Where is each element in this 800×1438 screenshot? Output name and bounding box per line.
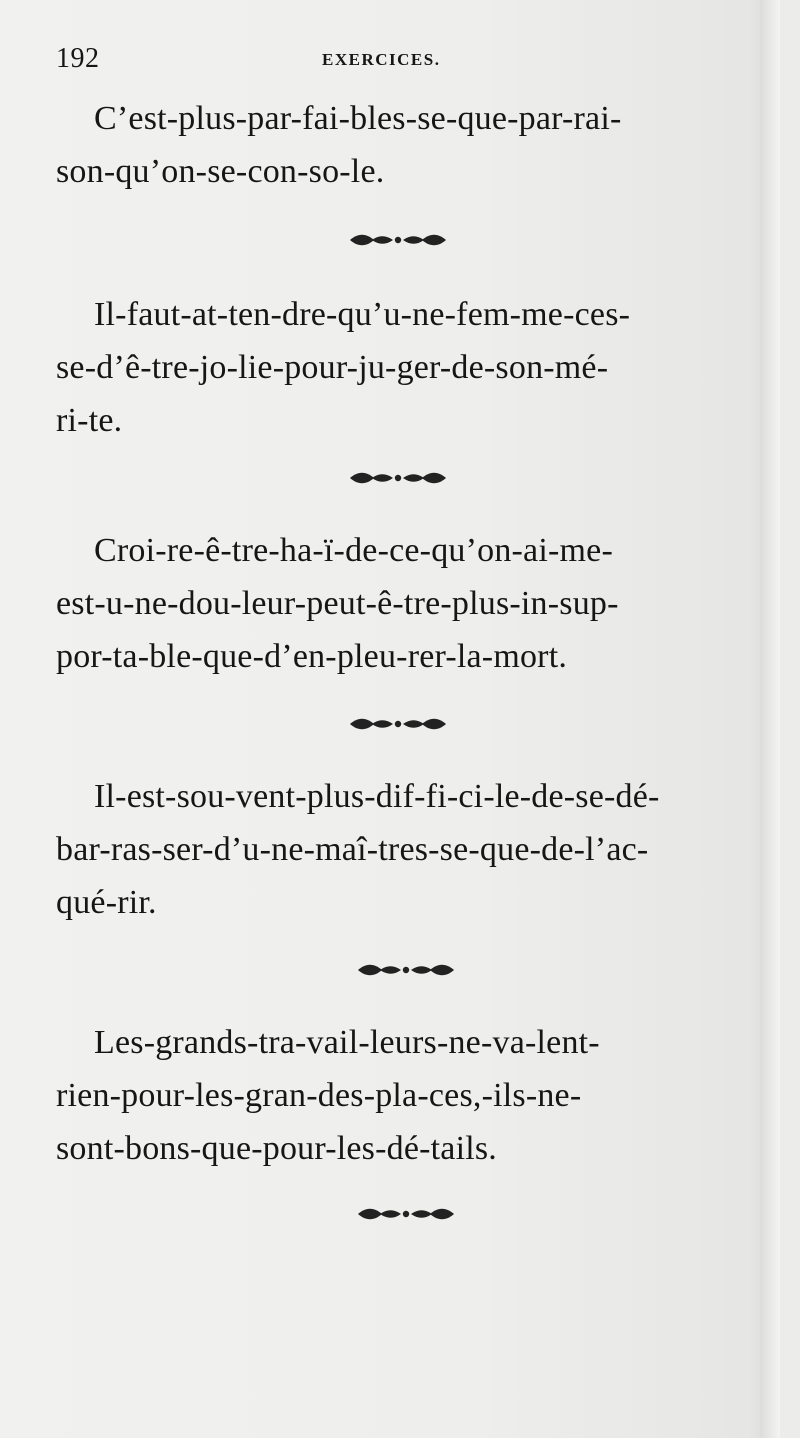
- maxim-paragraph: [56, 1016, 756, 1175]
- maxim-paragraph: [56, 524, 756, 683]
- running-title: EXERCICES.: [322, 50, 441, 69]
- maxim-line: por-ta-ble-que-d’en-pleu-rer-la-mort.: [56, 638, 568, 675]
- fleuron-separator-icon: [356, 962, 456, 978]
- fleuron-separator-icon: [348, 716, 448, 732]
- maxim-line: son-qu’on-se-con-so-le.: [56, 153, 385, 190]
- maxim-line: qué-rir.: [56, 884, 157, 921]
- page-number: 192: [56, 43, 100, 74]
- fleuron-separator-icon: [348, 470, 448, 486]
- maxim-line: est-u-ne-dou-leur-peut-ê-tre-plus-in-sup-: [56, 585, 619, 622]
- maxim-line: ri-te.: [56, 402, 123, 439]
- page-edge: [760, 0, 780, 1438]
- maxim-paragraph: [56, 770, 756, 929]
- maxim-line: sont-bons-que-pour-les-dé-tails.: [56, 1130, 497, 1167]
- maxim-line: rien-pour-les-gran-des-pla-ces,-ils-ne-: [56, 1077, 582, 1114]
- maxim-line: Croi-re-ê-tre-ha-ï-de-ce-qu’on-ai-me-: [94, 532, 613, 569]
- maxim-line: Les-grands-tra-vail-leurs-ne-va-lent-: [94, 1024, 600, 1061]
- maxim-line: se-d’ê-tre-jo-lie-pour-ju-ger-de-son-mé-: [56, 349, 609, 386]
- fleuron-separator-icon: [348, 232, 448, 248]
- maxim-line: Il-faut-at-ten-dre-qu’u-ne-fem-me-ces-: [94, 296, 631, 333]
- maxim-line: Il-est-sou-vent-plus-dif-fi-ci-le-de-se-dé-: [94, 778, 660, 815]
- fleuron-separator-icon: [356, 1206, 456, 1222]
- maxim-line: bar-ras-ser-d’u-ne-maî-tres-se-que-de-l’ac-: [56, 831, 649, 868]
- maxim-paragraph: [56, 92, 756, 198]
- maxim-paragraph: [56, 288, 756, 447]
- maxim-line: C’est-plus-par-fai-bles-se-que-par-rai-: [94, 100, 622, 137]
